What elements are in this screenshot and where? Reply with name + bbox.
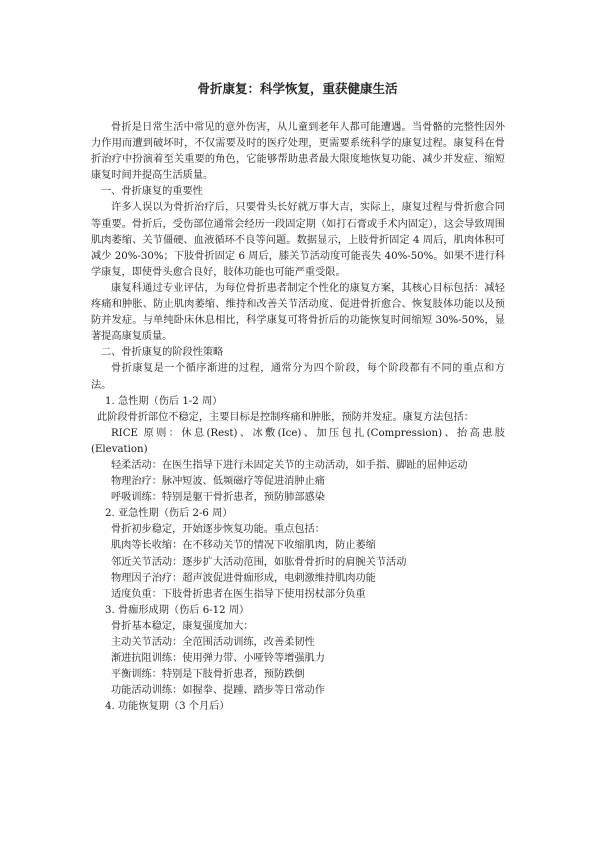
- stage-heading-subacute: 2. 亚急性期（伤后 2-6 周）: [105, 508, 233, 520]
- stage-callus-item-resistance: 渐进抗阻训练：使用弹力带、小哑铃等增强肌力: [111, 653, 325, 665]
- stage-subacute-item-joints: 邻近关节活动：逐步扩大活动范围，如肱骨骨折时的肩腕关节活动: [111, 556, 407, 568]
- stage-acute-item-rice: RICE 原则：休息(Rest)、冰敷(Ice)、加压包扎(Compression)、抬高患肢(Elevation): [91, 427, 505, 455]
- stage-callus-intro: 骨折基本稳定，康复强度加大：: [111, 620, 254, 632]
- section-heading-importance: 一、骨折康复的重要性: [101, 186, 203, 198]
- stage-subacute-item-isometric: 肌肉等长收缩：在不移动关节的情况下收缩肌肉，防止萎缩: [111, 540, 376, 552]
- stage-callus-item-active: 主动关节活动：全范围活动训练，改善柔韧性: [111, 637, 315, 648]
- stage-heading-recovery: 4. 功能恢复期（3 个月后）: [105, 701, 230, 713]
- stage-acute-item-breathing: 呼吸训练：特别是躯干骨折患者，预防肺部感染: [111, 492, 325, 504]
- stage-subacute-item-weight: 适度负重：下肢骨折患者在医生指导下使用拐杖部分负重: [111, 588, 366, 600]
- stage-callus-item-functional: 功能活动训练：如握拳、提踵、踏步等日常动作: [111, 685, 325, 697]
- stage-heading-acute: 1. 急性期（伤后 1-2 周）: [105, 395, 223, 407]
- stage-acute-item-physio: 物理治疗：脉冲短波、低频磁疗等促进消肿止痛: [111, 476, 325, 488]
- stage-acute-intro: 此阶段骨折部位不稳定，主要目标是控制疼痛和肿胀，预防并发症。康复方法包括：: [97, 411, 474, 423]
- document-body: [91, 120, 505, 715]
- stage-callus-item-balance: 平衡训练：特别是下肢骨折患者，预防跌倒: [111, 669, 305, 681]
- stage-subacute-item-physical: 物理因子治疗：超声波促进骨痂形成，电刺激维持肌肉功能: [111, 572, 376, 584]
- section-heading-stages: 二、骨折康复的阶段性策略: [101, 347, 224, 359]
- intro-paragraph: 骨折是日常生活中常见的意外伤害，从儿童到老年人都可能遭遇。当骨骼的完整性因外力作用而遭到破坏时，不仅需要及时的医疗处理，更需要系统科学的康复过程。康复科在骨折治疗中扮演着至关重要的角色，它能够帮助患者最大限度地恢复功能、减少并发症、缩短康复时间并提高生活质量。: [91, 122, 505, 182]
- document-title: 骨折康复：科学恢复，重获健康生活: [197, 81, 398, 96]
- paragraph-stages-intro: 骨折康复是一个循序渐进的过程，通常分为四个阶段，每个阶段都有不同的重点和方法。: [91, 363, 505, 391]
- stage-heading-callus: 3. 骨痂形成期（伤后 6-12 周）: [105, 604, 250, 616]
- stage-acute-item-activity: 轻柔活动：在医生指导下进行未固定关节的主动活动，如手指、脚趾的屈伸运动: [111, 459, 468, 471]
- paragraph-importance-1: 许多人误以为骨折治疗后，只要骨头长好就万事大吉，实际上，康复过程与骨折愈合同等重要。骨折后，受伤部位通常会经历一段固定期（如打石膏或手术内固定），这会导致周围肌肉萎缩、关节僵硬、血液循环不良等问题。数据显示，上肢骨折固定 4 周后，肌肉体积可减少 20%-30%；下肢骨折固定 6 周后，膝关节活动度可能丧失 40%-50%。如果不进行科学康复，即使骨头愈合良好，肢体功能也可能严重受限。: [91, 202, 505, 278]
- stage-subacute-intro: 骨折初步稳定，开始逐步恢复功能。重点包括：: [111, 524, 325, 536]
- paragraph-importance-2: 康复科通过专业评估，为每位骨折患者制定个性化的康复方案，其核心目标包括：减轻疼痛和肿胀、防止肌肉萎缩、维持和改善关节活动度、促进骨折愈合、恢复肢体功能以及预防并发症。与单纯卧床休息相比，科学康复可将骨折后的功能恢复时间缩短 30%-50%，显著提高康复质量。: [91, 282, 505, 343]
